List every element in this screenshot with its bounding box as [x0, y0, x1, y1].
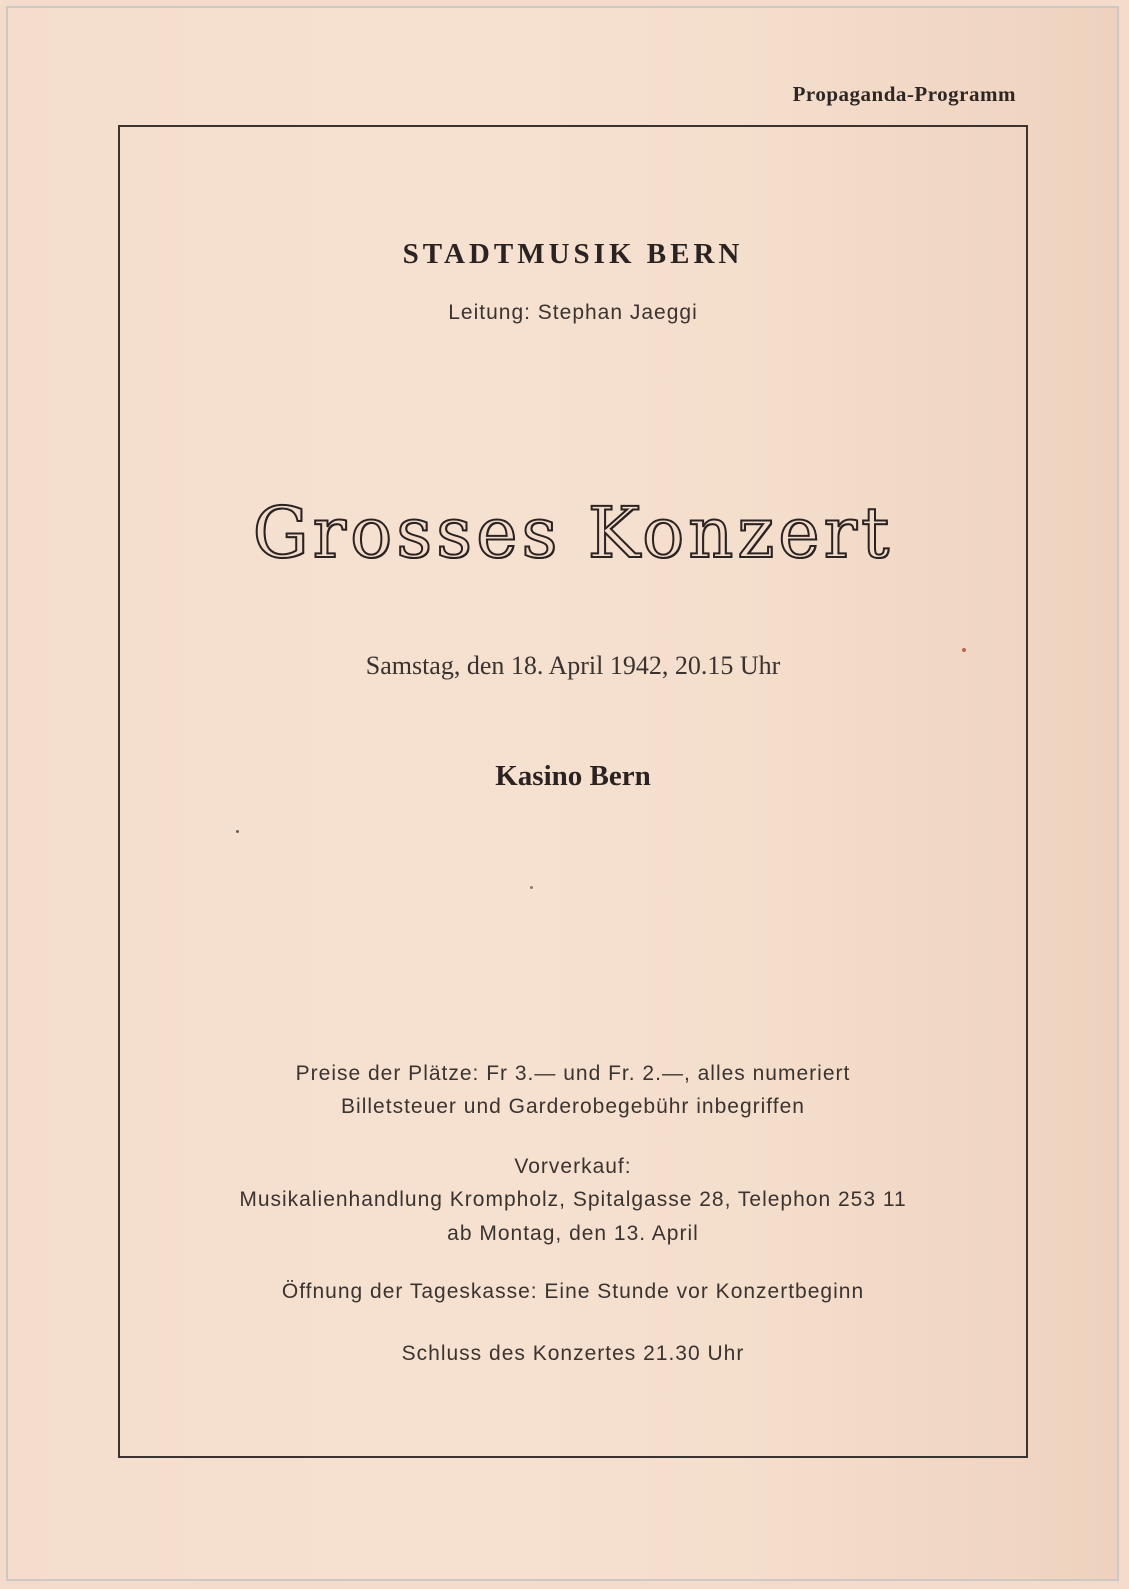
ticket-prices: Preise der Plätze: Fr 3.— und Fr. 2.—, alles numeriert — [295, 1062, 851, 1085]
concert-end-time: Schluss des Konzertes 21.30 Uhr — [401, 1342, 745, 1365]
organization-title: STADTMUSIK BERN — [402, 238, 744, 270]
concert-title: Grosses Konzert — [252, 492, 894, 574]
presale-shop: Musikalienhandlung Krompholz, Spitalgasse 28, Telephon 253 11 — [239, 1188, 907, 1211]
presale-label: Vorverkauf: — [514, 1155, 632, 1178]
concert-venue: Kasino Bern — [495, 760, 651, 792]
conductor-line: Leitung: Stephan Jaeggi — [448, 301, 698, 324]
concert-date: Samstag, den 18. April 1942, 20.15 Uhr — [365, 651, 781, 680]
box-office-opening: Öffnung der Tageskasse: Eine Stunde vor Konzertbeginn — [281, 1280, 865, 1303]
ticket-fees: Billetsteuer und Garderobegebühr inbegriffen — [341, 1095, 805, 1118]
presale-start-date: ab Montag, den 13. April — [447, 1222, 699, 1245]
program-type-label: Propaganda-Programm — [792, 82, 1016, 106]
